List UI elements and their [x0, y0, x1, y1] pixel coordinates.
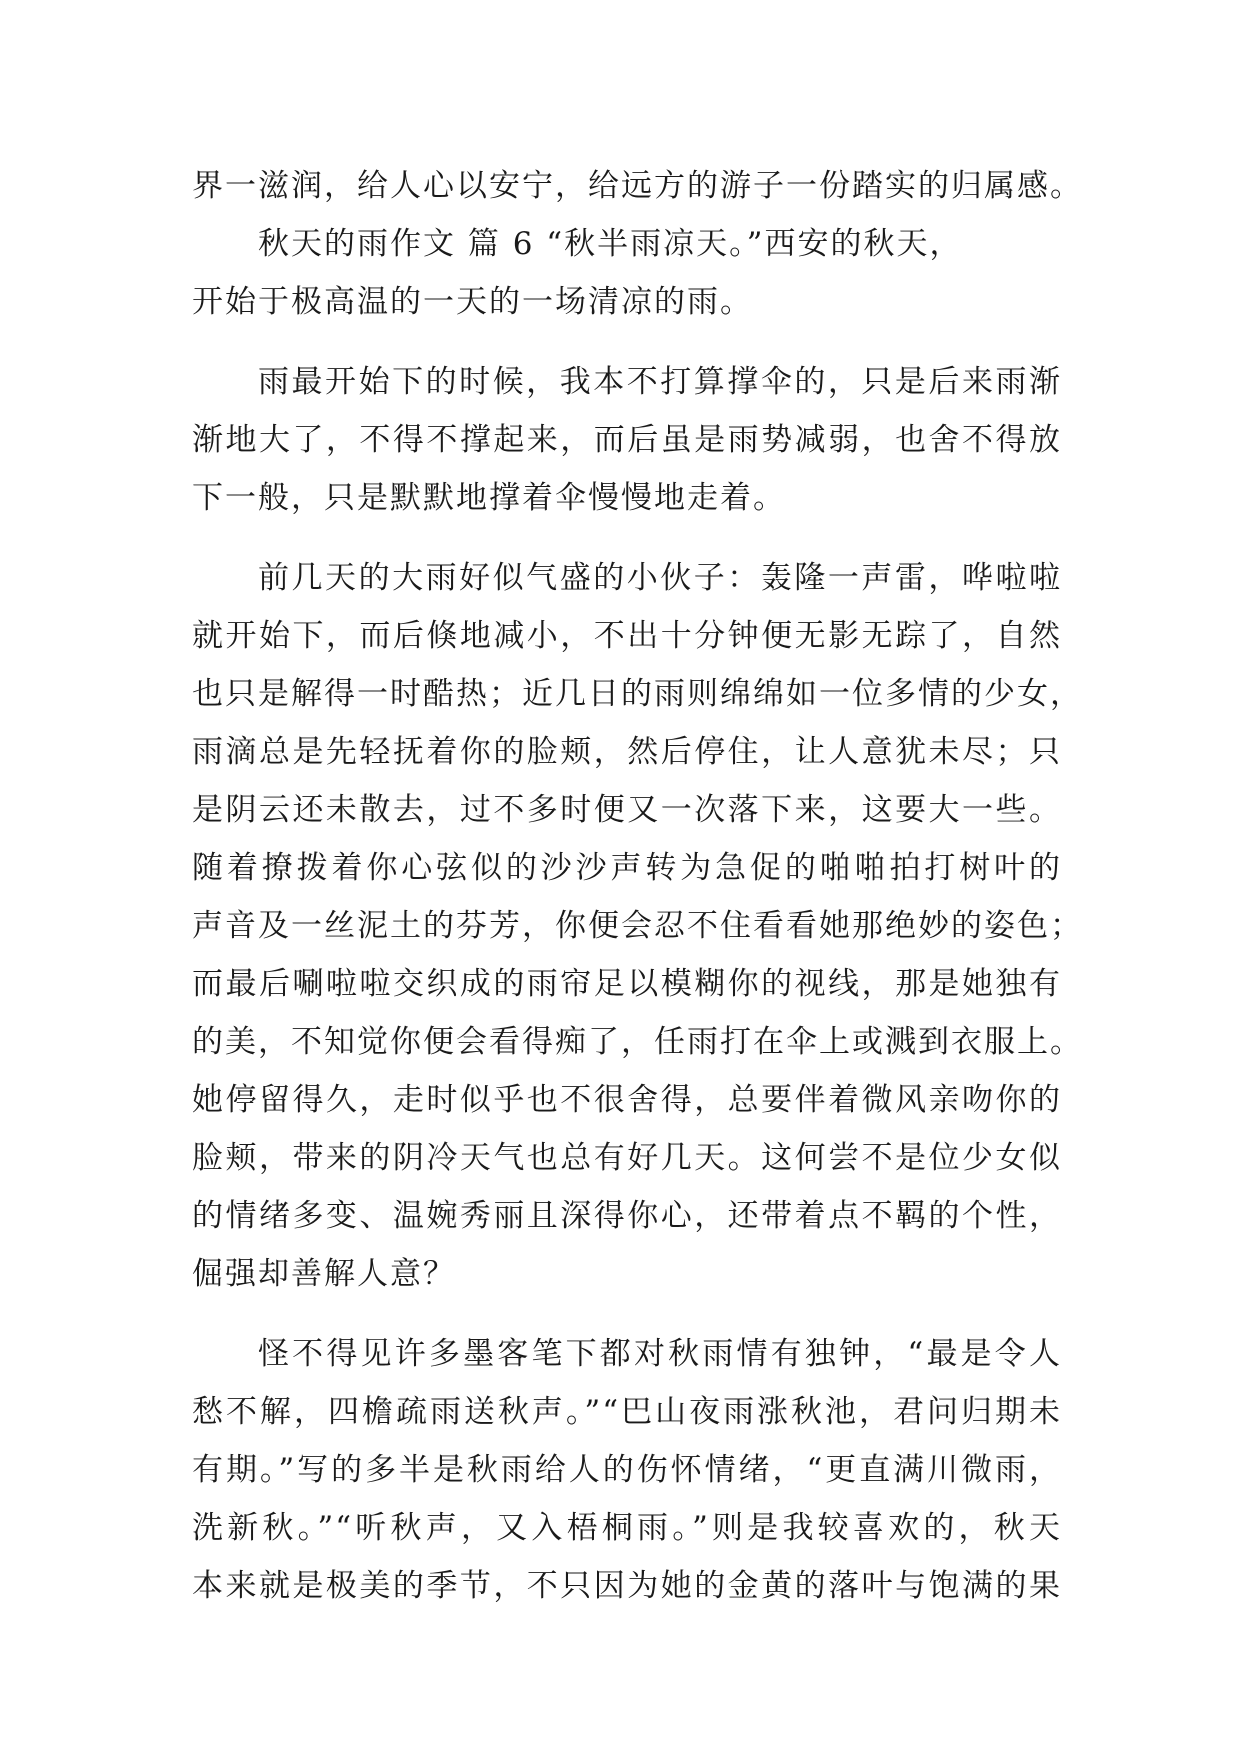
paragraph-first-line: 前几天的大雨好似气盛的小伙子：轰隆一声雷，哗啦啦	[258, 560, 1062, 596]
text-line: 洗新秋。”“听秋声，又入梧桐雨。”则是我较喜欢的，秋天	[192, 1510, 1062, 1546]
text-line: 脸颊，带来的阴冷天气也总有好几天。这何尝不是位少女似	[192, 1140, 1062, 1176]
text-line: 她停留得久，走时似乎也不很舍得，总要伴着微风亲吻你的	[192, 1082, 1062, 1118]
text-line: 是阴云还未散去，过不多时便又一次落下来，这要大一些。	[192, 792, 1062, 828]
text-line: 而最后唰啦啦交织成的雨帘足以模糊你的视线，那是她独有	[192, 966, 1062, 1002]
paragraph-first-line: 怪不得见许多墨客笔下都对秋雨情有独钟，“最是令人	[258, 1336, 1062, 1372]
text-line: 声音及一丝泥土的芬芳，你便会忍不住看看她那绝妙的姿色；	[192, 908, 1083, 944]
text-line: 雨滴总是先轻抚着你的脸颊，然后停住，让人意犹未尽；只	[192, 734, 1062, 770]
text-line: 下一般，只是默默地撑着伞慢慢地走着。	[192, 480, 786, 516]
text-line: 的情绪多变、温婉秀丽且深得你心，还带着点不羁的个性，	[192, 1198, 1062, 1234]
text-line: 有期。”写的多半是秋雨给人的伤怀情绪，“更直满川微雨，	[192, 1452, 1062, 1488]
section-heading-line: 秋天的雨作文 篇 6 “秋半雨凉天。”西安的秋天，	[258, 226, 963, 262]
text-line: 随着撩拨着你心弦似的沙沙声转为急促的啪啪拍打树叶的	[192, 850, 1062, 886]
text-line: 开始于极高温的一天的一场清凉的雨。	[192, 284, 753, 320]
paragraph-first-line: 雨最开始下的时候，我本不打算撑伞的，只是后来雨渐	[258, 364, 1062, 400]
text-line: 的美，不知觉你便会看得痴了，任雨打在伞上或溅到衣服上。	[192, 1024, 1083, 1060]
text-line: 也只是解得一时酷热；近几日的雨则绵绵如一位多情的少女，	[192, 676, 1083, 712]
text-line: 界一滋润，给人心以安宁，给远方的游子一份踏实的归属感。	[192, 168, 1083, 204]
text-line: 愁不解，四檐疏雨送秋声。”“巴山夜雨涨秋池，君问归期未	[192, 1394, 1062, 1430]
essay-body	[192, 157, 1083, 1615]
text-line: 本来就是极美的季节，不只因为她的金黄的落叶与饱满的果	[192, 1568, 1062, 1604]
text-line: 渐地大了，不得不撑起来，而后虽是雨势减弱，也舍不得放	[192, 422, 1062, 458]
text-line: 倔强却善解人意？	[192, 1256, 456, 1292]
text-line: 就开始下，而后倏地减小，不出十分钟便无影无踪了，自然	[192, 618, 1062, 654]
